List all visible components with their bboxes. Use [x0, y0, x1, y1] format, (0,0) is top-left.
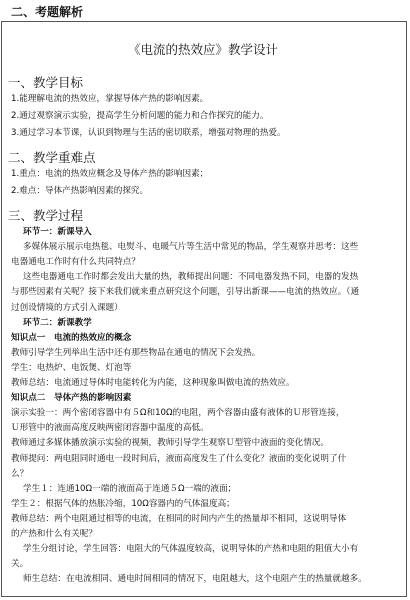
goal-item: 3.通过学习本节课，认识到物理与生活的密切联系，增强对物理的热爱。: [11, 128, 286, 138]
process-line: 师生总结：在电流相同、通电时间相同的情况下，电阻越大，这个电阻产生的热量就越多。: [23, 574, 367, 585]
process-line: 关。: [11, 559, 29, 570]
process-line: 教师提问：两电阻同时通电一段时间后，液面高度发生了什么变化？液面的变化说明了什: [11, 453, 347, 464]
process-heading: 三、教学过程: [8, 208, 84, 223]
process-line: 教师总结：电流通过导体时电能转化为内能，这种现象叫做电流的热效应。: [11, 378, 295, 388]
key-points-heading: 二、教学重难点: [8, 150, 96, 165]
goal-item: 1.能理解电流的热效应，掌握导体产热的影响因素。: [11, 94, 209, 104]
process-line: 知识点二 导体产热的影响因素: [11, 393, 132, 404]
key-point-item: 1.重点：电流的热效应概念及导体产热的影响因素；: [11, 169, 209, 179]
process-line: 的产热和什么有关呢？: [11, 529, 97, 539]
process-line: 教师引导学生列举出生活中还有那些物品在通电的情况下会发热。: [11, 347, 261, 358]
key-point-item: 2.难点：导体产热影响因素的探究。: [11, 186, 149, 196]
document-title: 《电流的热效应》教学设计: [127, 42, 278, 57]
process-line: 学生分组讨论，学生回答：电阻大的气体温度较高，说明导体的产热和电阻的阻值大小有: [23, 544, 359, 555]
process-line: 电器通电工作时有什么共同特点？: [11, 257, 140, 268]
goals-heading: 一、教学目标: [8, 75, 84, 90]
process-line: 教师通过多媒体播放演示实验的视频，教师引导学生观察Ｕ型管中液面的变化情况。: [11, 438, 329, 449]
process-line: Ｕ形管中的液面高度反映两密闭容器中温度的高低。: [11, 423, 209, 434]
process-line: 学生２：根据气体的热胀冷缩，10Ω容器内的气体温度高；: [11, 498, 235, 509]
process-line: 多媒体展示展示电热毯、电熨斗、电暖气片等生活中常见的物品，学生观察并思考：这些: [23, 242, 359, 253]
process-line: 教师总结：两个电阻通过相等的电流，在相同的时间内产生的热量却不相同，这说明导体: [11, 513, 347, 524]
process-line: 学生：电热炉、电饭煲、灯泡等: [11, 362, 132, 373]
section-header: 二、考题解析: [11, 5, 84, 19]
process-line: 么？: [11, 468, 29, 479]
goal-item: 2.通过观察演示实验，提高学生分析问题的能力和合作探究的能力。: [11, 111, 269, 121]
process-line: 环节一：新课导入: [23, 227, 92, 237]
process-line: 与那些因素有关呢？接下来我们就来重点研究这个问题，引导出新课——电流的热效应。（通: [11, 287, 360, 298]
process-line: 知识点一 电流的热效应的概念: [11, 332, 132, 343]
process-line: 环节二：新课教学: [23, 317, 92, 328]
process-line: 演示实验一：两个密闭容器中有５Ω和10Ω的电阻，两个容器由盛有液体的Ｕ形管连接，: [11, 408, 345, 419]
process-line: 学生１：连通10Ω一端的液面高于连通５Ω一端的液面；: [23, 483, 237, 494]
process-line: 过创设情境的方式引入课题）: [11, 302, 123, 313]
process-line: 这些电器通电工作时都会发出大量的热，教师提出问题：不同电器发热不同，电器的发热: [23, 272, 359, 283]
